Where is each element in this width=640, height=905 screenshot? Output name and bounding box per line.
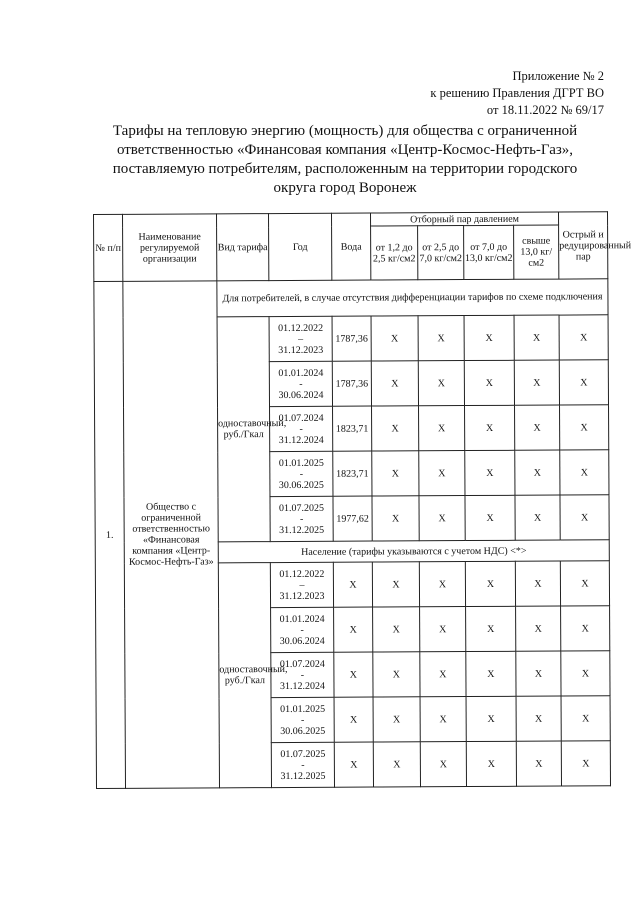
steam-value: Х [516,741,561,786]
appendix-line-1: Приложение № 2 [512,69,604,83]
steam-value: Х [466,651,516,696]
sharp-steam-value: Х [560,495,609,540]
steam-value: Х [465,405,515,450]
steam-value: Х [516,696,561,741]
water-value: 1977,62 [333,496,372,541]
row-number: 1. [94,281,126,788]
header-sharp-steam: Острый и редуцированный пар [559,212,608,279]
water-value: 1787,36 [332,361,371,406]
water-value: Х [334,697,373,742]
water-value: Х [334,652,373,697]
sharp-steam-value: Х [560,450,609,495]
steam-value: Х [514,360,559,405]
period-cell: 01.07.2024 - 31.12.2024 [271,652,334,697]
period-cell: 01.07.2025 - 31.12.2025 [270,496,333,541]
steam-value: Х [373,697,420,742]
appendix-line-3: от 18.11.2022 № 69/17 [486,103,604,117]
steam-value: Х [466,606,516,651]
water-value: 1823,71 [333,451,372,496]
sharp-steam-value: Х [561,651,610,696]
sharp-steam-value: Х [560,405,609,450]
header-year: Год [269,213,332,280]
steam-value: Х [373,742,420,787]
steam-value: Х [466,696,516,741]
steam-value: Х [516,606,561,651]
header-water: Вода [331,213,370,280]
steam-value: Х [419,406,465,451]
sharp-steam-value: Х [559,360,608,405]
steam-value: Х [420,607,466,652]
steam-value: Х [515,450,560,495]
sharp-steam-value: Х [560,561,609,606]
header-type: Вид тарифа [217,214,269,281]
water-value: Х [334,742,373,787]
steam-value: Х [464,315,514,360]
tariff-table [93,211,632,789]
steam-value: Х [372,406,419,451]
steam-value: Х [419,562,465,607]
group-label: Для потребителей, в случае отсутствия дифференциации тарифов по схеме подключения [217,279,608,317]
period-cell: 01.01.2024 - 30.06.2024 [269,361,332,406]
tariff-type: одноставочный, руб./Гкал [218,563,271,788]
steam-value: Х [371,361,418,406]
steam-value: Х [419,496,465,541]
sharp-steam-value: Х [561,606,610,651]
period-cell: 01.01.2025 - 30.06.2025 [271,697,334,742]
sharp-steam-value: Х [561,696,610,741]
header-steam-group: Отборный пар давлением [370,212,558,226]
steam-value: Х [372,451,419,496]
water-value: 1823,71 [333,406,372,451]
document-title: Тарифы на тепловую энергию (мощность) для общества с ограниченной ответственностью «Финансовая компания «Центр-Космос-Нефть-Газ», поставляемую потребителям, расположенным на территории городского округа город Воронеж [112,123,578,196]
steam-value: Х [515,495,560,540]
steam-value: Х [464,360,514,405]
period-cell: 01.07.2024 - 31.12.2024 [270,406,333,451]
period-cell: 01.07.2025 - 31.12.2025 [271,742,334,787]
header-steam-4: свыше 13,0 кг/см2 [514,225,559,279]
tariff-type: одноставочный, руб./Гкал [217,317,270,542]
steam-value: Х [373,607,420,652]
group-label: Население (тарифы указываются с учетом НДС) <*> [218,540,609,563]
steam-value: Х [465,495,515,540]
water-value: 1787,36 [332,316,371,361]
sharp-steam-value: Х [559,315,608,360]
water-value: Х [333,562,372,607]
steam-value: Х [420,652,466,697]
sharp-steam-value: Х [561,741,610,786]
steam-value: Х [372,496,419,541]
steam-value: Х [515,561,560,606]
water-value: Х [334,607,373,652]
header-num: № п/п [94,214,123,281]
steam-value: Х [371,316,418,361]
steam-value: Х [372,562,419,607]
steam-value: Х [514,315,559,360]
period-cell: 01.12.2022 – 31.12.2023 [269,316,332,361]
appendix-line-2: к решению Правления ДГРТ ВО [430,86,604,100]
period-cell: 01.01.2024 - 30.06.2024 [271,607,334,652]
steam-value: Х [418,361,464,406]
appendix-block [430,68,604,119]
steam-value: Х [420,697,466,742]
steam-value: Х [465,450,515,495]
steam-value: Х [466,741,516,786]
steam-value: Х [516,651,561,696]
header-steam-3: от 7,0 до 13,0 кг/см2 [464,225,514,279]
header-org: Наименование регулируемой организации [123,214,217,281]
steam-value: Х [419,451,465,496]
period-cell: 01.01.2025 - 30.06.2025 [270,451,333,496]
period-cell: 01.12.2022 – 31.12.2023 [270,562,333,607]
steam-value: Х [515,405,560,450]
org-name: Общество с ограниченной ответственностью «Финансовая компания «Центр-Космос-Нефть-Газ» [123,281,220,788]
steam-value: Х [465,561,515,606]
steam-value: Х [420,742,466,787]
header-steam-1: от 1,2 до 2,5 кг/см2 [371,226,418,280]
steam-value: Х [418,316,464,361]
header-steam-2: от 2,5 до 7,0 кг/см2 [418,226,464,280]
steam-value: Х [373,652,420,697]
